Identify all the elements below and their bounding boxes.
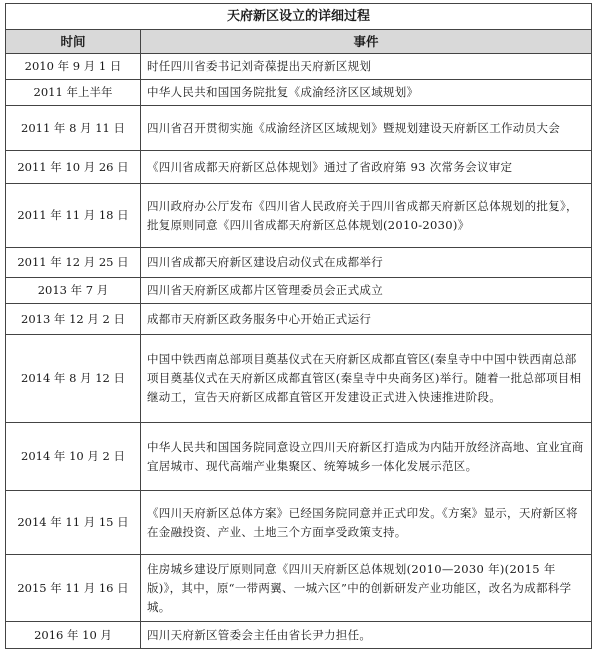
row-date: 2011 年 11 月 18 日 — [6, 184, 141, 248]
row-date: 2013 年 12 月 2 日 — [6, 304, 141, 335]
row-date: 2015 年 11 月 16 日 — [6, 555, 141, 622]
row-event: 四川省召开贯彻实施《成渝经济区区域规划》暨规划建设天府新区工作动员大会 — [141, 106, 592, 151]
row-event: 中华人民共和国国务院同意设立四川天府新区打造成为内陆开放经济高地、宜业宜商宜居城市、现代高端产业集聚区、统筹城乡一体化发展示范区。 — [141, 423, 592, 491]
table-row — [6, 304, 592, 335]
row-date: 2014 年 10 月 2 日 — [6, 423, 141, 491]
row-date: 2011 年 12 月 25 日 — [6, 248, 141, 278]
row-date: 2014 年 11 月 15 日 — [6, 491, 141, 555]
table-row — [6, 622, 592, 649]
row-date: 2013 年 7 月 — [6, 278, 141, 304]
table-row — [6, 184, 592, 248]
table-row — [6, 151, 592, 184]
row-event: 四川省天府新区成都片区管理委员会正式成立 — [141, 278, 592, 304]
row-event: 中华人民共和国国务院批复《成渝经济区区域规划》 — [141, 80, 592, 106]
row-date: 2014 年 8 月 12 日 — [6, 335, 141, 423]
table-title: 天府新区设立的详细过程 — [6, 4, 592, 30]
table-row — [6, 423, 592, 491]
row-event: 四川政府办公厅发布《四川省人民政府关于四川省成都天府新区总体规划的批复》，批复原则同意《四川省成都天府新区总体规划(2010-2030)》 — [141, 184, 592, 248]
table-row — [6, 335, 592, 423]
row-event: 住房城乡建设厅原则同意《四川天府新区总体规划(2010—2030 年)(2015 年版)》，其中，原“一带两翼、一城六区”中的创新研发产业功能区，改名为成都科学城。 — [141, 555, 592, 622]
table-row — [6, 106, 592, 151]
table-row — [6, 248, 592, 278]
header-event: 事件 — [141, 30, 592, 54]
row-date: 2010 年 9 月 1 日 — [6, 54, 141, 80]
header-time: 时间 — [6, 30, 141, 54]
row-event: 成都市天府新区政务服务中心开始正式运行 — [141, 304, 592, 335]
table-row — [6, 54, 592, 80]
row-event: 四川省成都天府新区建设启动仪式在成都举行 — [141, 248, 592, 278]
row-date: 2016 年 10 月 — [6, 622, 141, 649]
table-row — [6, 491, 592, 555]
row-event: 《四川天府新区总体方案》已经国务院同意并正式印发。《方案》显示，天府新区将在金融投资、产业、土地三个方面享受政策支持。 — [141, 491, 592, 555]
row-event: 中国中铁西南总部项目奠基仪式在天府新区成都直管区(秦皇寺中中国中铁西南总部项目奠基仪式在天府新区成都直管区(秦皇寺中央商务区)举行。随着一批总部项目相继动工，宣告天府新区成都直管区开发建设正式进入快速推进阶段。 — [141, 335, 592, 423]
table-header-row — [6, 30, 592, 54]
table-row — [6, 555, 592, 622]
event-table — [5, 3, 592, 649]
table-row — [6, 278, 592, 304]
table-row — [6, 80, 592, 106]
table-title-row — [6, 4, 592, 30]
row-date: 2011 年上半年 — [6, 80, 141, 106]
event-table-container — [5, 3, 591, 649]
row-event: 时任四川省委书记刘奇葆提出天府新区规划 — [141, 54, 592, 80]
row-date: 2011 年 8 月 11 日 — [6, 106, 141, 151]
row-event: 四川天府新区管委会主任由省长尹力担任。 — [141, 622, 592, 649]
row-event: 《四川省成都天府新区总体规划》通过了省政府第 93 次常务会议审定 — [141, 151, 592, 184]
row-date: 2011 年 10 月 26 日 — [6, 151, 141, 184]
